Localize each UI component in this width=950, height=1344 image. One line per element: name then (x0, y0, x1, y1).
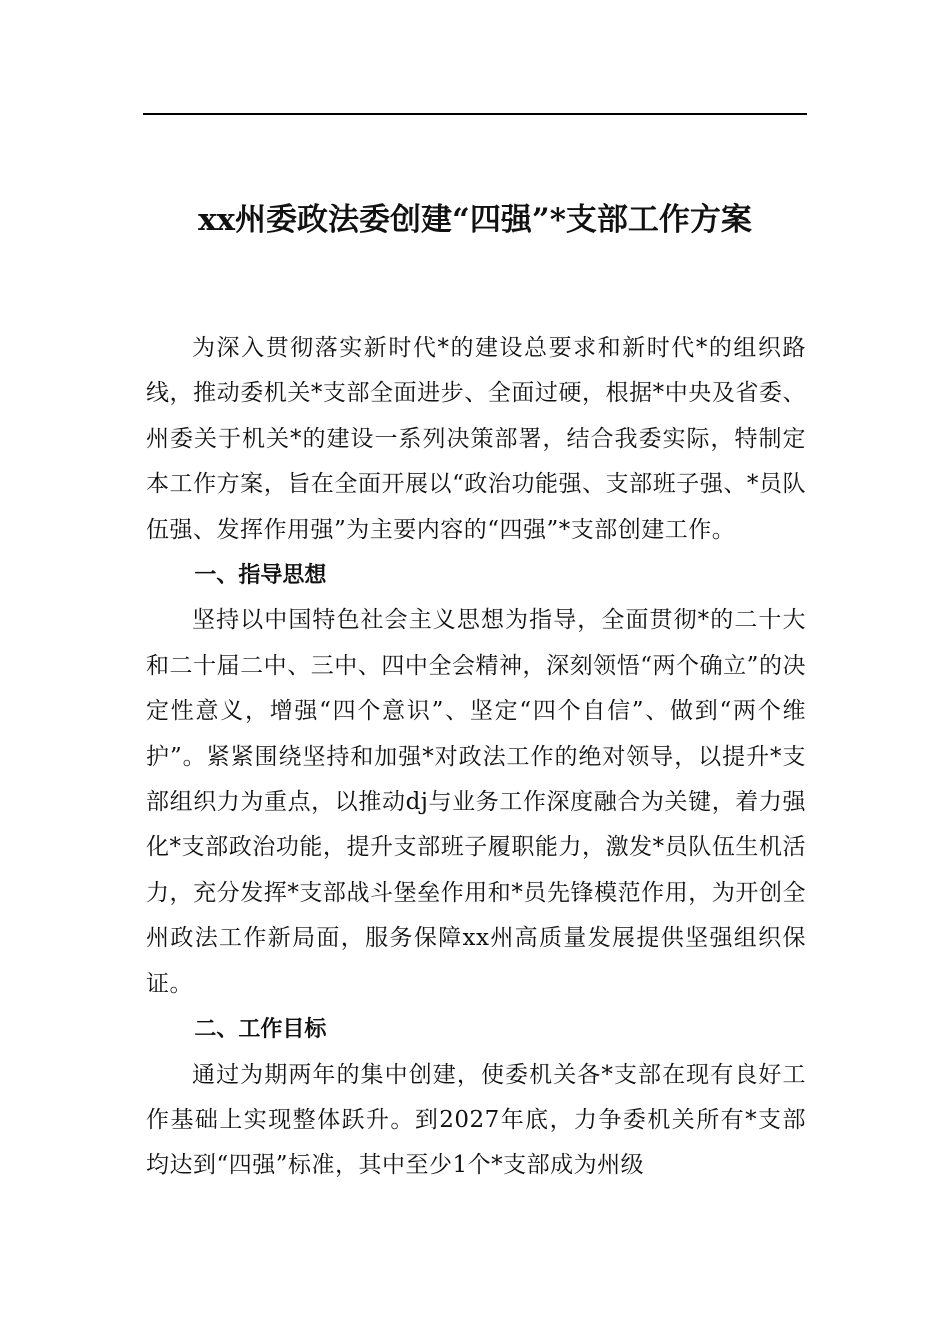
work-goals-paragraph: 通过为期两年的集中创建，使委机关各*支部在现有良好工作基础上实现整体跃升。到2027年底，力争委机关所有*支部均达到“四强”标准，其中至少1个*支部成为州级 (146, 1061, 806, 1179)
guiding-ideology-paragraph: 坚持以中国特色社会主义思想为指导，全面贯彻*的二十大和二十届二中、三中、四中全会精神，深刻领悟“两个确立”的决定性意义，增强“四个意识”、坚定“四个自信”、做到“两个维护”。紧紧围绕坚持和加强*对政法工作的绝对领导，以提升*支部组织力为重点，以推动dj与业务工作深度融合为关键，着力强化*支部政治功能，提升支部班子履职能力，激发*员队伍生机活力，充分发挥*支部战斗堡垒作用和*员先锋模范作用，为开创全州政法工作新局面，服务保障xx州高质量发展提供坚强组织保证。 (146, 607, 806, 997)
document-title: xx州委政法委创建“四强”*支部工作方案 (198, 202, 752, 238)
section-heading-guiding-ideology: 一、指导思想 (194, 563, 327, 589)
section-heading-work-goals: 二、工作目标 (194, 1017, 327, 1043)
document-body (146, 326, 806, 1189)
intro-paragraph: 为深入贯彻落实新时代*的建设总要求和新时代*的组织路线，推动委机关*支部全面进步、全面过硬，根据*中央及省委、州委关于机关*的建设一系列决策部署，结合我委实际，特制定本工作方案，旨在全面开展以“政治功能强、支部班子强、*员队伍强、发挥作用强”为主要内容的“四强”*支部创建工作。 (146, 335, 806, 543)
header-rule (143, 113, 807, 115)
